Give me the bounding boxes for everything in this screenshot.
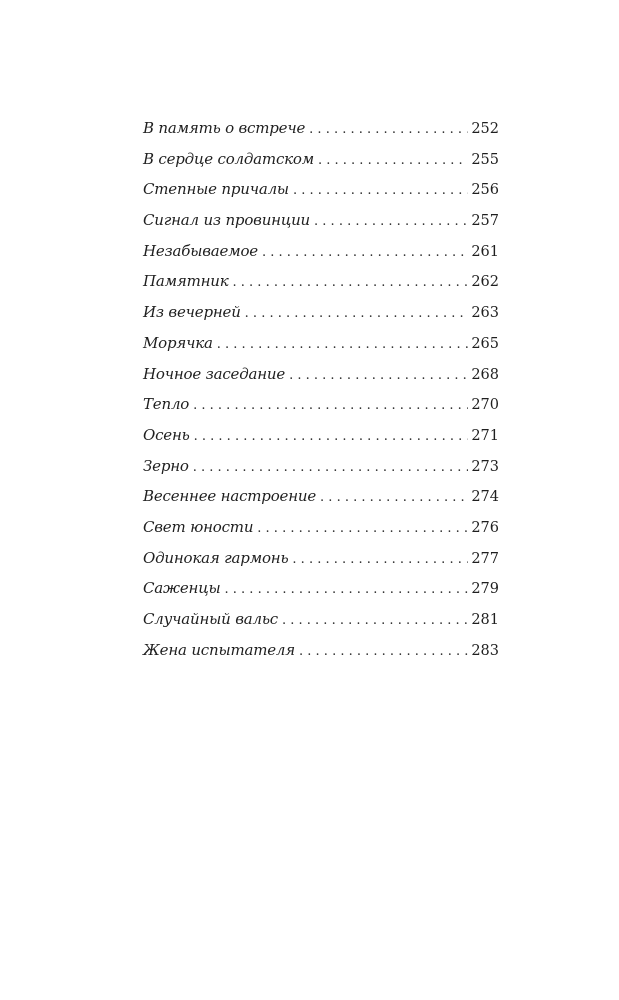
toc-entry xyxy=(143,420,499,451)
table-of-contents xyxy=(143,113,499,665)
toc-entry-page: 274 xyxy=(471,489,499,506)
toc-entry xyxy=(143,113,499,144)
toc-entry-title: Жена испытателя xyxy=(143,640,296,659)
dot-leader xyxy=(282,606,468,637)
toc-entry-title: Степные причалы xyxy=(143,180,289,199)
toc-entry-page: 268 xyxy=(471,366,499,383)
dot-leader xyxy=(257,514,468,545)
toc-entry xyxy=(143,359,499,390)
toc-entry xyxy=(143,451,499,482)
toc-entry xyxy=(143,635,499,666)
toc-entry xyxy=(143,266,499,297)
toc-entry-page: 279 xyxy=(471,581,499,598)
dot-leader xyxy=(309,115,468,146)
toc-entry-title: Морячка xyxy=(143,333,213,352)
toc-entry-title: Зерно xyxy=(143,456,189,475)
dot-leader xyxy=(193,453,469,484)
toc-entry xyxy=(143,389,499,420)
toc-entry-page: 257 xyxy=(471,213,499,230)
toc-entry-page: 263 xyxy=(471,305,499,322)
toc-entry-page: 276 xyxy=(471,519,499,536)
toc-entry-title: Сигнал из провинции xyxy=(143,211,311,230)
toc-entry-title: Тепло xyxy=(143,395,190,414)
dot-leader xyxy=(217,330,469,361)
toc-entry xyxy=(143,328,499,359)
dot-leader xyxy=(225,575,469,606)
dot-leader xyxy=(245,299,469,330)
toc-entry-title: Памятник xyxy=(143,272,229,291)
toc-entry-title: В память о встрече xyxy=(143,119,306,137)
toc-entry xyxy=(143,205,499,236)
toc-entry-title: Одинокая гармонь xyxy=(143,548,289,567)
toc-entry-title: Осень xyxy=(143,425,190,444)
toc-entry-title: Весеннее настроение xyxy=(143,487,317,506)
dot-leader xyxy=(318,146,468,177)
dot-leader xyxy=(262,238,468,269)
toc-entry-title: Саженцы xyxy=(143,579,221,598)
toc-entry-title: Случайный вальс xyxy=(143,610,278,628)
toc-entry xyxy=(143,543,499,574)
toc-entry xyxy=(143,604,499,635)
toc-entry-page: 255 xyxy=(471,151,499,168)
toc-entry-title: Ночное заседание xyxy=(143,364,286,383)
dot-leader xyxy=(289,361,468,392)
toc-entry-page: 256 xyxy=(471,182,499,199)
toc-entry xyxy=(143,236,499,267)
toc-entry-title: В сердце солдатском xyxy=(143,149,314,168)
toc-entry-page: 261 xyxy=(471,243,499,260)
toc-entry-page: 277 xyxy=(471,550,499,567)
toc-entry-page: 265 xyxy=(471,335,499,352)
toc-entry xyxy=(143,512,499,543)
dot-leader xyxy=(292,545,468,576)
dot-leader xyxy=(194,422,469,453)
dot-leader xyxy=(193,391,468,422)
toc-entry xyxy=(143,174,499,205)
dot-leader xyxy=(314,207,468,238)
toc-entry-page: 270 xyxy=(471,397,499,414)
toc-entry xyxy=(143,481,499,512)
dot-leader xyxy=(320,483,468,514)
toc-entry-title: Из вечерней xyxy=(143,303,241,322)
toc-entry-page: 252 xyxy=(471,121,499,137)
toc-entry-page: 273 xyxy=(471,458,499,475)
dot-leader xyxy=(299,637,468,668)
toc-entry-title: Незабываемое xyxy=(143,241,258,260)
toc-entry-page: 281 xyxy=(471,612,499,628)
toc-entry-page: 262 xyxy=(471,274,499,291)
toc-entry-page: 271 xyxy=(471,427,499,444)
toc-entry xyxy=(143,144,499,175)
toc-entry-page: 283 xyxy=(471,642,499,659)
toc-entry xyxy=(143,297,499,328)
toc-entry-title: Свет юности xyxy=(143,517,254,536)
dot-leader xyxy=(293,176,468,207)
dot-leader xyxy=(233,268,469,299)
toc-entry xyxy=(143,573,499,604)
